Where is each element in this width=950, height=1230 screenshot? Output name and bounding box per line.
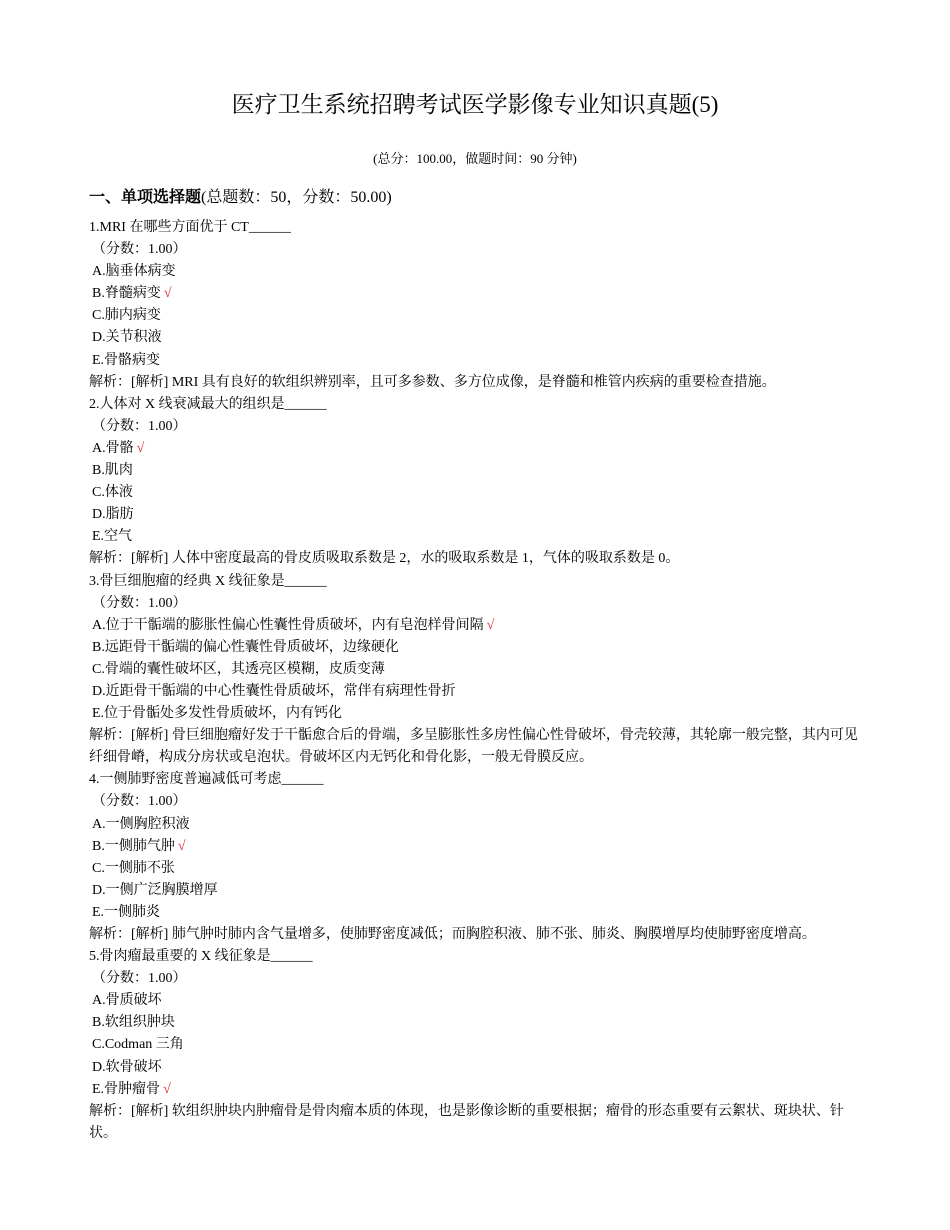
question-list — [89, 217, 864, 1145]
question-stem: 4.一侧肺野密度普遍减低可考虑______ — [89, 772, 324, 788]
question-block — [89, 769, 864, 946]
document-title: 医疗卫生系统招聘考试医学影像专业知识真题(5) — [231, 92, 719, 117]
option-text: B.肌肉 — [92, 463, 133, 479]
section-title: 一、单项选择题 — [89, 189, 202, 206]
option-item — [89, 836, 864, 858]
option-text: A.骨质破坏 — [92, 993, 162, 1009]
option-item — [89, 637, 864, 659]
option-item — [89, 460, 864, 482]
question-score: （分数：1.00） — [92, 595, 187, 611]
question-stem: 3.骨巨细胞瘤的经典 X 线征象是______ — [89, 573, 327, 589]
question-block — [89, 571, 864, 770]
correct-check-mark: √ — [163, 1081, 171, 1097]
option-item — [89, 1079, 864, 1101]
question-score: （分数：1.00） — [92, 418, 187, 434]
correct-check-mark: √ — [177, 838, 186, 854]
option-text: B.软组织肿块 — [92, 1015, 175, 1031]
option-text: A.骨骼 — [92, 440, 134, 456]
question-stem: 5.骨肉瘤最重要的 X 线征象是______ — [89, 949, 313, 965]
analysis-text: 解析：[解析] 骨巨细胞瘤好发于干骺愈合后的骨端，多呈膨胀性多房性偏心性骨破坏，骨壳较薄，其轮廓一般完整，其内可见纤细骨嵴，构成分房状或皂泡状。骨破坏区内无钙化和骨化影，一般无骨膜反应。 — [89, 728, 858, 766]
option-item — [89, 681, 864, 703]
option-item — [89, 814, 864, 836]
option-item — [89, 504, 864, 526]
analysis-text: 解析：[解析] 软组织肿块内肿瘤骨是骨肉瘤本质的体现，也是影像诊断的重要根据；瘤骨的形态重要有云絮状、斑块状、针状。 — [89, 1103, 844, 1141]
option-text: C.骨端的囊性破坏区，其透亮区模糊，皮质变薄 — [92, 661, 385, 677]
option-item — [89, 438, 864, 460]
question-stem: 2.人体对 X 线衰减最大的组织是______ — [89, 396, 327, 412]
question-score: （分数：1.00） — [92, 971, 187, 987]
section-heading — [89, 187, 392, 209]
option-text: E.空气 — [92, 529, 133, 545]
option-text: E.骨肿瘤骨 — [92, 1081, 161, 1097]
option-item — [89, 615, 864, 637]
document-subtitle: (总分：100.00，做题时间：90 分钟) — [373, 151, 577, 166]
option-text: D.脂肪 — [92, 507, 134, 523]
option-text: C.一侧肺不张 — [92, 860, 175, 876]
option-text: D.软骨破坏 — [92, 1059, 162, 1075]
option-item — [89, 659, 864, 681]
question-block — [89, 217, 864, 394]
correct-check-mark: √ — [486, 617, 495, 633]
option-item — [89, 990, 864, 1012]
option-item — [89, 327, 864, 349]
option-text: D.关节积液 — [92, 330, 162, 346]
option-text: C.Codman 三角 — [92, 1037, 184, 1053]
option-text: A.位于干骺端的膨胀性偏心性囊性骨质破坏，内有皂泡样骨间隔 — [92, 617, 484, 633]
option-item — [89, 283, 864, 305]
option-text: D.一侧广泛胸膜增厚 — [92, 882, 218, 898]
option-item — [89, 350, 864, 372]
option-text: D.近距骨干骺端的中心性囊性骨质破坏，常伴有病理性骨折 — [92, 683, 456, 699]
option-item — [89, 902, 864, 924]
option-item — [89, 1034, 864, 1056]
option-item — [89, 880, 864, 902]
option-item — [89, 1012, 864, 1034]
question-block — [89, 946, 864, 1145]
option-text: B.远距骨干骺端的偏心性囊性骨质破坏，边缘硬化 — [92, 639, 399, 655]
option-text: B.脊髓病变 — [92, 286, 161, 302]
option-item — [89, 703, 864, 725]
correct-check-mark: √ — [136, 440, 145, 456]
option-text: B.一侧肺气肿 — [92, 838, 175, 854]
question-stem: 1.MRI 在哪些方面优于 CT______ — [89, 220, 291, 235]
analysis-text: 解析：[解析] 人体中密度最高的骨皮质吸取系数是 2，水的吸取系数是 1，气体的吸取系数是 0。 — [89, 551, 680, 567]
option-item — [89, 482, 864, 504]
option-text: A.脑垂体病变 — [92, 264, 176, 280]
option-item — [89, 305, 864, 327]
option-item — [89, 526, 864, 548]
question-block — [89, 394, 864, 571]
question-score: （分数：1.00） — [92, 242, 187, 258]
option-text: A.一侧胸腔积液 — [92, 816, 190, 832]
option-item — [89, 858, 864, 880]
analysis-text: 解析：[解析] 肺气肿时肺内含气量增多，使肺野密度减低；而胸腔积液、肺不张、肺炎、胸膜增厚均使肺野密度增高。 — [89, 927, 816, 942]
section-meta: (总题数：50，分数：50.00) — [201, 189, 392, 206]
option-text: E.位于骨骺处多发性骨质破坏，内有钙化 — [92, 706, 343, 722]
option-text: C.体液 — [92, 485, 133, 501]
question-score: （分数：1.00） — [92, 794, 187, 810]
correct-check-mark: √ — [163, 286, 172, 302]
option-item — [89, 261, 864, 283]
option-text: E.骨骼病变 — [92, 352, 161, 368]
option-item — [89, 1057, 864, 1079]
option-text: C.肺内病变 — [92, 308, 161, 324]
analysis-text: 解析：[解析] MRI 具有良好的软组织辨别率，且可多参数、多方位成像，是脊髓和椎管内疾病的重要检查措施。 — [89, 374, 776, 390]
option-text: E.一侧肺炎 — [92, 904, 161, 920]
